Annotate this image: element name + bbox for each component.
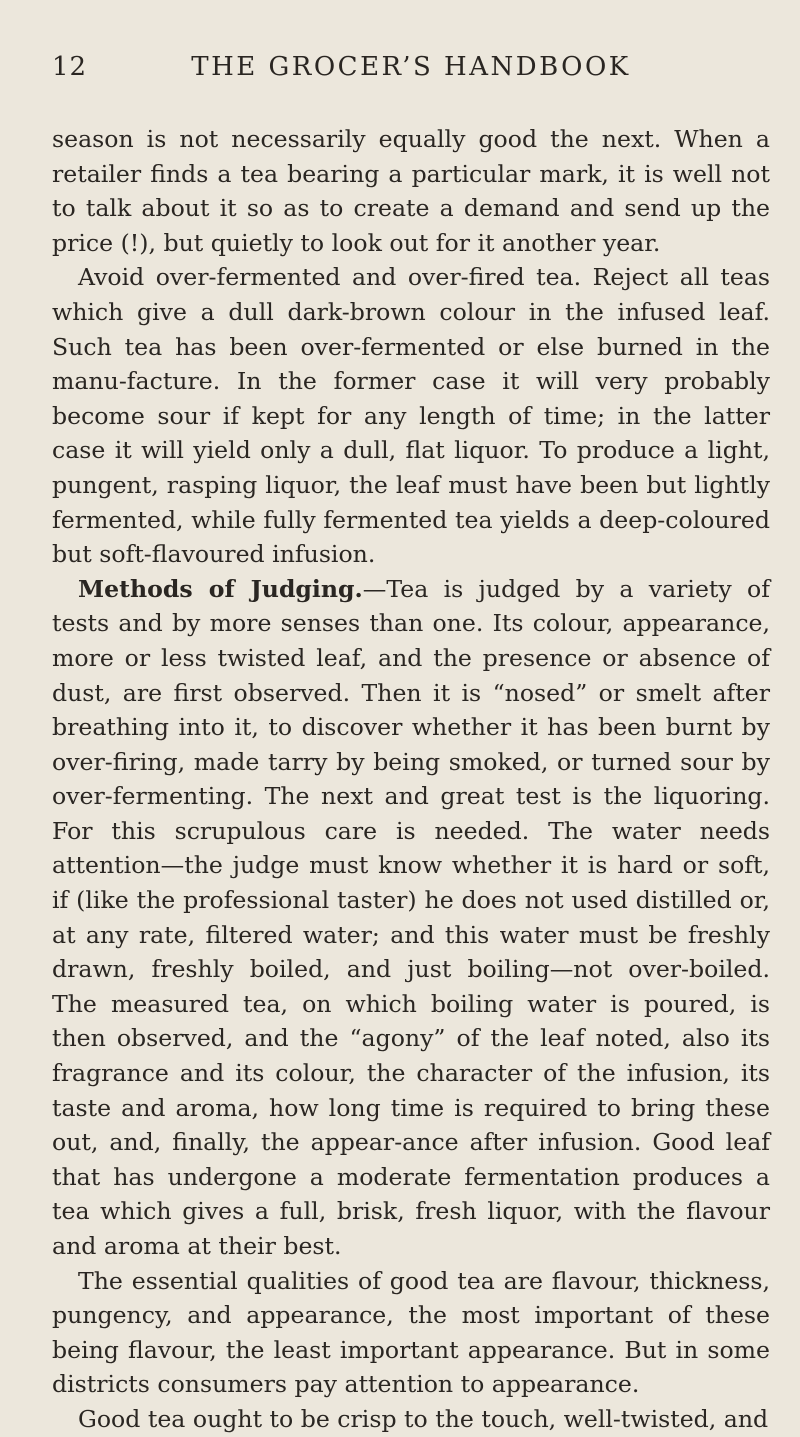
running-title: THE GROCER’S HANDBOOK xyxy=(191,52,631,82)
section-heading: Methods of Judging. xyxy=(78,574,363,603)
paragraph-text: The essential qualities of good tea are flavour, thickness, pungency, and appearance, the most important of these being flavour, the least important appearance. But in some districts consumers pay attention to appearance. xyxy=(52,1266,770,1399)
running-head xyxy=(52,52,770,90)
paragraph xyxy=(52,1264,770,1402)
paragraph-text: Avoid over-fermented and over-fired tea. Reject all teas which give a dull dark-brown colour in the infused leaf. Such tea has been over-fermented or else burned in the manu-facture. In the former case it will very probably become sour if kept for any length of time; in the latter case it will yield only a dull, flat liquor. To produce a light, pungent, rasping liquor, the leaf must have been but lightly fermented, while fully fermented tea yields a deep-coloured but soft-flavoured infusion. xyxy=(52,263,770,569)
paragraph-text: Good tea ought to be crisp to the touch, well-twisted, and xyxy=(78,1404,769,1433)
paragraph xyxy=(52,572,770,1264)
paragraph xyxy=(52,260,770,571)
paragraph-text: season is not necessarily equally good the next. When a retailer finds a tea bearing a particular mark, it is well not to talk about it so as to create a demand and send up the price (!), but quietly to look out for it another year. xyxy=(52,125,770,257)
paragraph xyxy=(52,122,770,260)
paragraph-text: —Tea is judged by a variety of tests and by more senses than one. Its colour, appearance, more or less twisted leaf, and the presence or absence of dust, are first observed. Then it is “nosed” or smelt after breathing into it, to discover whether it has been burnt by over-firing, made tarry by being smoked, or turned sour by over-fermenting. The next and great test is the liquoring. For this scrupulous care is needed. The water needs attention—the judge must know whether it is hard or soft, if (like the professional taster) he does not used distilled or, at any rate, filtered water; and this water must be freshly drawn, freshly boiled, and just boiling—not over-boiled. The measured tea, on which boiling water is poured, is then observed, and the “agony” of the leaf noted, also its fragrance and its colour, the character of the infusion, its taste and aroma, how long time is required to bring these out, and, finally, the appear-ance after infusion. Good leaf that has undergone a moderate fermentation produces a tea which gives a full, brisk, fresh liquor, with the flavour and aroma at their best. xyxy=(52,574,770,1260)
paragraph xyxy=(52,1402,770,1437)
body-text xyxy=(52,122,770,1437)
page-number: 12 xyxy=(52,52,88,82)
